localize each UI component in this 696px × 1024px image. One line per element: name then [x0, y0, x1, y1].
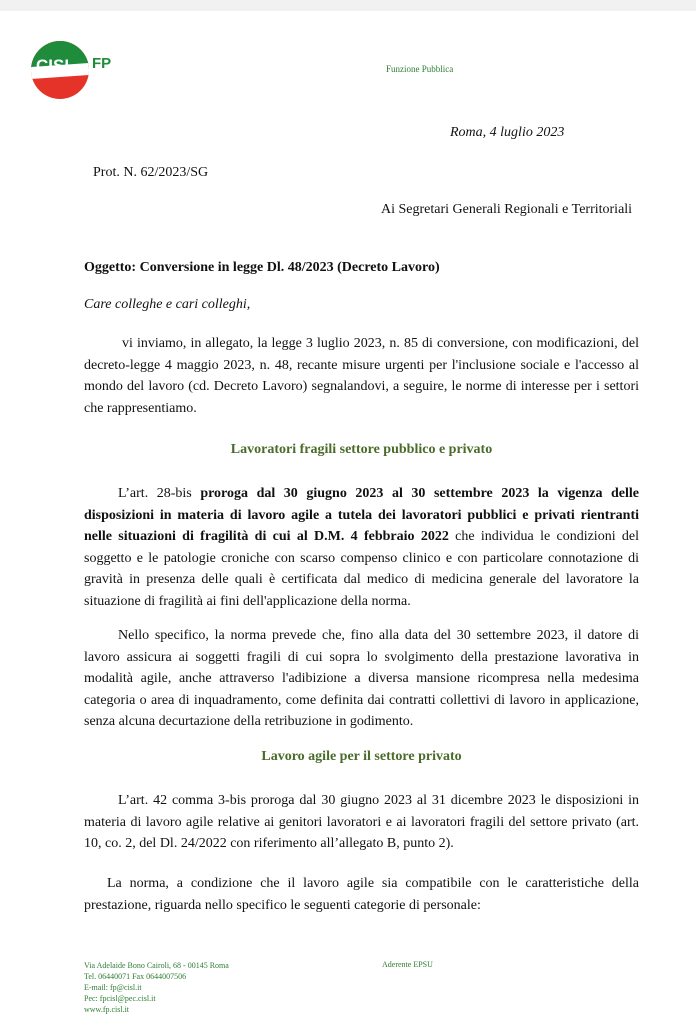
- logo-emblem: [31, 41, 89, 99]
- footer-pec: Pec: fpcisl@pec.cisl.it: [84, 994, 156, 1003]
- paragraph-art42: L’art. 42 comma 3-bis proroga dal 30 giugno 2023 al 31 dicembre 2023 le disposizioni in materia di lavoro agile relative ai genitori lavoratori e ai lavoratori fragili del settore privato (art. 10, co. 2, del Dl. 24/2022 con riferimento all’allegato B, punto 2).: [84, 793, 639, 851]
- p2-lead: L’art. 28-bis: [118, 486, 201, 501]
- footer-website: www.fp.cisl.it: [84, 1005, 130, 1014]
- p2-rest: che individua le condizioni del soggetto e le patologie croniche con scarso compenso clinico e con particolare connotazione di gravità in presenza delle quali è certificata dal medico di medicina generale del lavoratore la situazione di fragilità ai fini dell'applicazione della norma.: [84, 529, 639, 609]
- cisl-fp-logo: [31, 41, 121, 107]
- footer-phone: Tel. 06440071 Fax 0644007506: [84, 972, 187, 981]
- letter-date: Roma, 4 luglio 2023: [450, 125, 565, 140]
- footer-affiliation: Aderente EPSU: [382, 960, 433, 969]
- recipients: Ai Segretari Generali Regionali e Territoriali: [381, 202, 633, 217]
- paragraph-intro: vi inviamo, in allegato, la legge 3 luglio 2023, n. 85 di conversione, con modificazioni, del decreto-legge 4 maggio 2023, n. 48, recante misure urgenti per l'inclusione sociale e l'accesso al mondo del lavoro (cd. Decreto Lavoro) segnalandovi, a seguire, le norme di interesse per i settori che rappresentiamo.: [84, 336, 639, 416]
- logo-text: CISL: [36, 56, 75, 75]
- section-title-lavoro-agile: Lavoro agile per il settore privato: [261, 749, 462, 764]
- letter-page: [0, 11, 696, 1024]
- p2-bold: proroga dal 30 giugno 2023 al 30 settembre 2023 la vigenza delle disposizioni in materia di lavoro agile a tutela dei lavoratori pubblici e privati rientranti nelle situazioni di fragilità di cui al D.M. 4 febbraio 2022: [84, 486, 639, 544]
- logo-suffix: FP: [92, 55, 112, 72]
- org-name: Funzione Pubblica: [386, 64, 454, 74]
- footer-address: Via Adelaide Bono Cairoli, 68 - 00145 Roma: [84, 961, 229, 970]
- paragraph-art28bis: [84, 483, 639, 612]
- top-bar: [0, 0, 696, 11]
- greeting: Care colleghe e cari colleghi,: [84, 297, 251, 312]
- subject-line: Oggetto: Conversione in legge Dl. 48/2023 (Decreto Lavoro): [84, 260, 440, 275]
- footer-contacts: [84, 960, 229, 1015]
- protocol-number: Prot. N. 62/2023/SG: [93, 165, 209, 180]
- footer-email: E-mail: fp@cisl.it: [84, 983, 142, 992]
- paragraph-specifico: Nello specifico, la norma prevede che, fino alla data del 30 settembre 2023, il datore di lavoro assicura ai soggetti fragili di cui sopra lo svolgimento della prestazione lavorativa in modalità agile, anche attraverso l'adibizione a diversa mansione ricompresa nella medesima categoria o area di inquadramento, come definita dai contratti collettivi di lavoro in applicazione, senza alcuna decurtazione della retribuzione in godimento.: [84, 628, 639, 729]
- section-title-fragili: Lavoratori fragili settore pubblico e privato: [230, 442, 493, 457]
- paragraph-categorie: La norma, a condizione che il lavoro agile sia compatibile con le caratteristiche della prestazione, riguarda nello specifico le seguenti categorie di personale:: [84, 876, 639, 913]
